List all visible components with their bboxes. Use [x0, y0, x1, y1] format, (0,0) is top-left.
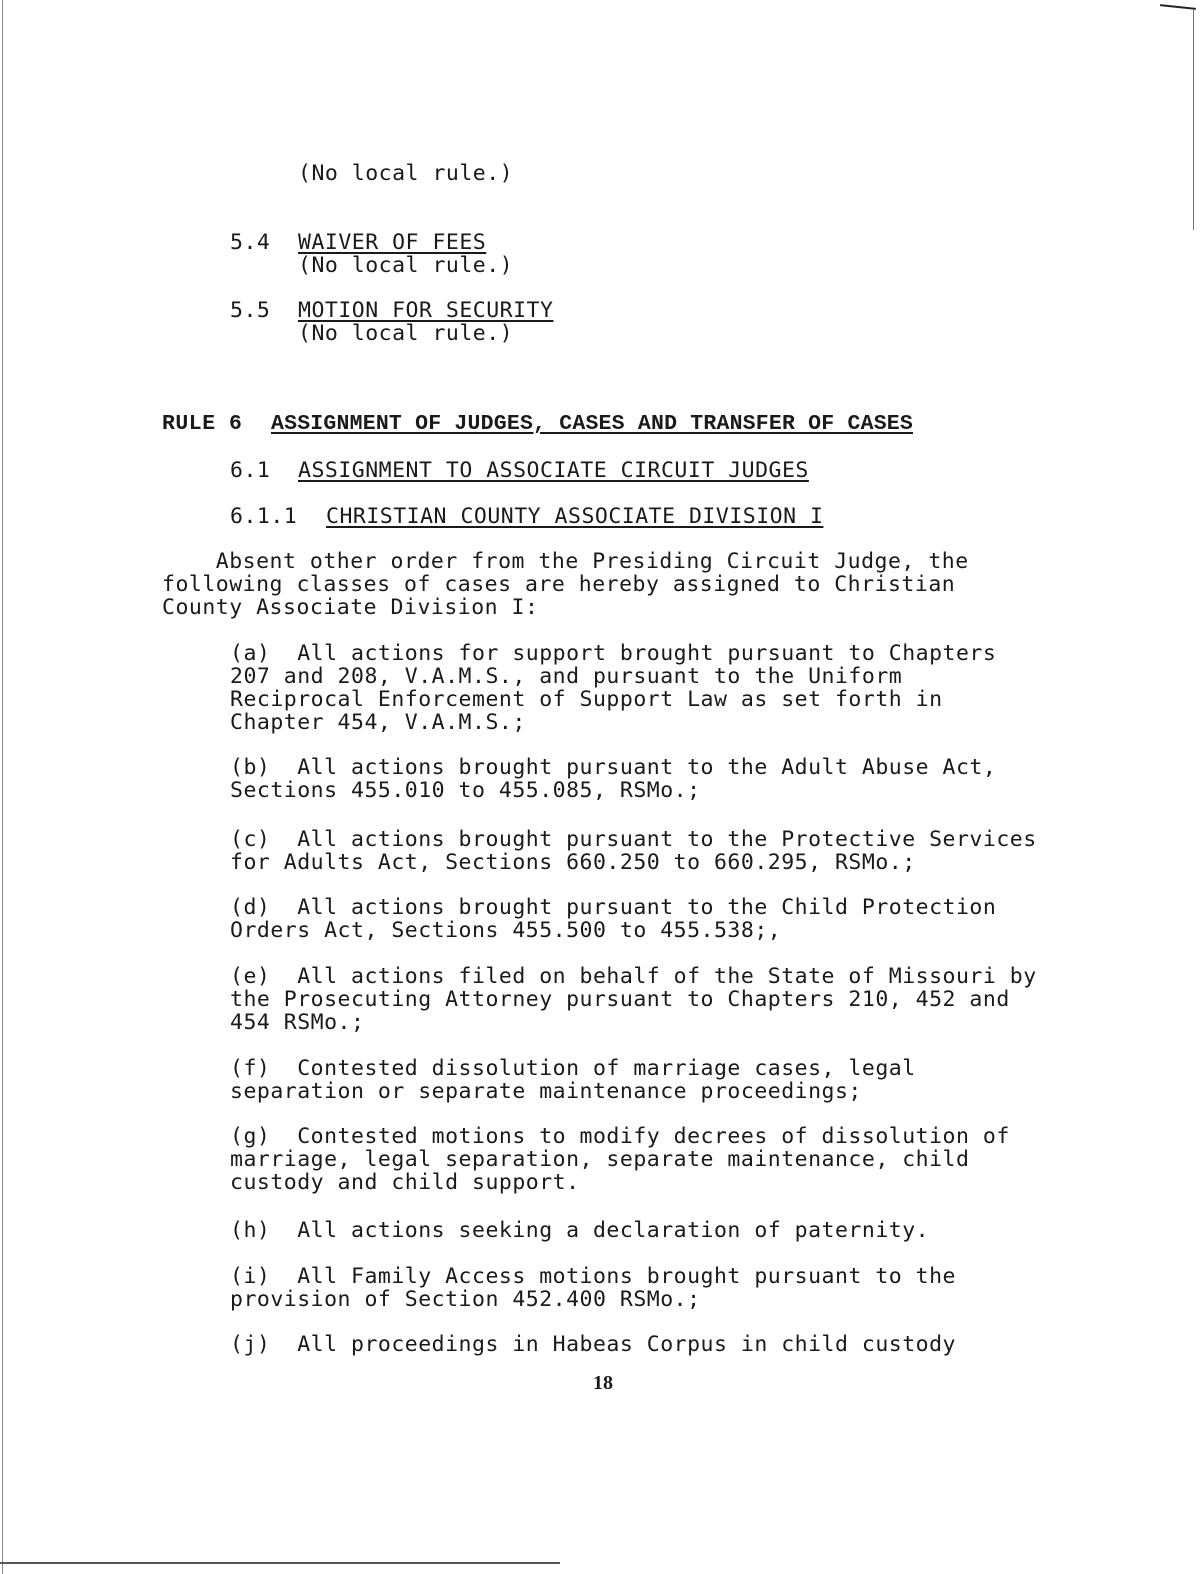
rule-6-title: ASSIGNMENT OF JUDGES, CASES AND TRANSFER OF CASES [271, 412, 914, 436]
scan-mark-top-right [1160, 4, 1196, 10]
rule-5-4-body: (No local rule.) [298, 253, 514, 278]
item-i-line-2: provision of Section 452.400 RSMo.; [230, 1287, 701, 1312]
intro-line-2: following classes of cases are hereby assigned to Christian [162, 572, 956, 597]
rule-5-5-body: (No local rule.) [298, 321, 514, 346]
rule-5-4-title: WAIVER OF FEES [298, 230, 487, 255]
item-b-line-1: (b) All actions brought pursuant to the Adult Abuse Act, [230, 755, 997, 780]
scan-edge-bottom [0, 1562, 560, 1564]
item-d-line-1: (d) All actions brought pursuant to the Child Protection [230, 895, 997, 920]
scan-edge-left [2, 0, 3, 1574]
item-h-line-1: (h) All actions seeking a declaration of paternity. [230, 1218, 930, 1243]
item-a-line-4: Chapter 454, V.A.M.S.; [230, 710, 526, 735]
item-g-line-3: custody and child support. [230, 1170, 580, 1195]
item-b-line-2: Sections 455.010 to 455.085, RSMo.; [230, 778, 701, 803]
no-local-rule-top: (No local rule.) [298, 161, 514, 186]
rule-5-4-number: 5.4 [230, 230, 271, 255]
item-g-line-2: marriage, legal separation, separate maintenance, child [230, 1147, 970, 1172]
item-e-line-1: (e) All actions filed on behalf of the State of Missouri by [230, 964, 1037, 989]
section-6-1-1-title: CHRISTIAN COUNTY ASSOCIATE DIVISION I [326, 504, 824, 529]
rule-6-label: RULE 6 [162, 412, 243, 436]
item-d-line-2: Orders Act, Sections 455.500 to 455.538;, [230, 918, 782, 943]
item-j-line-1: (j) All proceedings in Habeas Corpus in child custody [230, 1332, 956, 1357]
item-f-line-1: (f) Contested dissolution of marriage cases, legal [230, 1056, 916, 1081]
item-e-line-3: 454 RSMo.; [230, 1010, 365, 1035]
intro-line-1: Absent other order from the Presiding Circuit Judge, the [162, 549, 969, 574]
intro-line-3: County Associate Division I: [162, 595, 539, 620]
section-6-1-1-number: 6.1.1 [230, 504, 298, 529]
section-6-1-number: 6.1 [230, 458, 271, 483]
item-e-line-2: the Prosecuting Attorney pursuant to Chapters 210, 452 and [230, 987, 1010, 1012]
item-i-line-1: (i) All Family Access motions brought pursuant to the [230, 1264, 956, 1289]
item-a-line-3: Reciprocal Enforcement of Support Law as set forth in [230, 687, 943, 712]
item-a-line-1: (a) All actions for support brought pursuant to Chapters [230, 641, 997, 666]
item-c-line-2: for Adults Act, Sections 660.250 to 660.295, RSMo.; [230, 850, 916, 875]
section-6-1-title: ASSIGNMENT TO ASSOCIATE CIRCUIT JUDGES [298, 458, 809, 483]
item-f-line-2: separation or separate maintenance proceedings; [230, 1079, 862, 1104]
item-a-line-2: 207 and 208, V.A.M.S., and pursuant to the Uniform [230, 664, 903, 689]
item-g-line-1: (g) Contested motions to modify decrees of dissolution of [230, 1124, 1010, 1149]
item-c-line-1: (c) All actions brought pursuant to the Protective Services [230, 827, 1037, 852]
rule-5-5-title: MOTION FOR SECURITY [298, 298, 554, 323]
page-number: 18 [593, 1372, 613, 1394]
scan-edge-right [1193, 10, 1194, 230]
rule-5-5-number: 5.5 [230, 298, 271, 323]
